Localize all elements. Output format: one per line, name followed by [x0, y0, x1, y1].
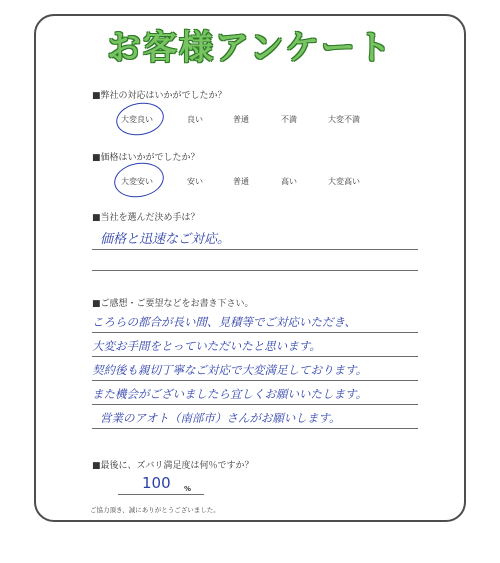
option-service-dissatisfied[interactable]: 不満 — [281, 115, 297, 124]
comment-line-1: ころらの都合が長い間、見積等でご対応いただき、 — [92, 315, 357, 329]
survey-title: お客様アンケート — [107, 28, 393, 68]
answer-line — [92, 332, 418, 333]
answer-line — [92, 249, 418, 250]
percent-unit: % — [184, 485, 192, 493]
question-satisfaction: ■最後に、ズバリ満足度は何％ですか？ — [92, 461, 254, 471]
comment-line-4: また機会がございましたら宜しくお願いいたします。 — [92, 387, 368, 401]
answer-line — [92, 270, 418, 271]
option-price-normal[interactable]: 普通 — [233, 177, 249, 186]
option-service-very-good[interactable]: 大変良い — [121, 115, 153, 124]
option-service-normal[interactable]: 普通 — [233, 115, 249, 124]
option-service-very-dissatisfied[interactable]: 大変不満 — [328, 115, 360, 124]
satisfaction-underline — [118, 494, 204, 495]
comment-line-5: 営業のアオト（南部市）さんがお願いします。 — [100, 411, 341, 425]
thank-you-note: ご協力頂き、誠にありがとうございました。 — [90, 506, 220, 514]
answer-line — [92, 380, 418, 381]
option-price-very-cheap[interactable]: 大変安い — [121, 177, 153, 186]
comment-line-2: 大変お手間をとっていただいたと思います。 — [92, 339, 321, 353]
comment-line-3: 契約後も親切丁寧なご対応で大変満足しております。 — [92, 363, 368, 377]
answer-line — [92, 428, 418, 429]
option-price-very-expensive[interactable]: 大変高い — [328, 177, 360, 186]
question-comments: ■ご感想・ご要望などをお書き下さい。 — [92, 299, 254, 309]
option-service-good[interactable]: 良い — [187, 115, 203, 124]
answer-line — [92, 356, 418, 357]
question-service: ■弊社の対応はいかがでしたか？ — [92, 91, 227, 101]
option-price-cheap[interactable]: 安い — [187, 177, 203, 186]
option-price-expensive[interactable]: 高い — [281, 177, 297, 186]
answer-line — [92, 404, 418, 405]
satisfaction-answer: 100 — [142, 474, 171, 492]
deciding-factor-answer: 価格と迅速なご対応。 — [100, 232, 231, 247]
question-price: ■価格はいかがでしたか？ — [92, 153, 200, 163]
question-deciding-factor: ■当社を選んだ決め手は？ — [92, 213, 200, 223]
